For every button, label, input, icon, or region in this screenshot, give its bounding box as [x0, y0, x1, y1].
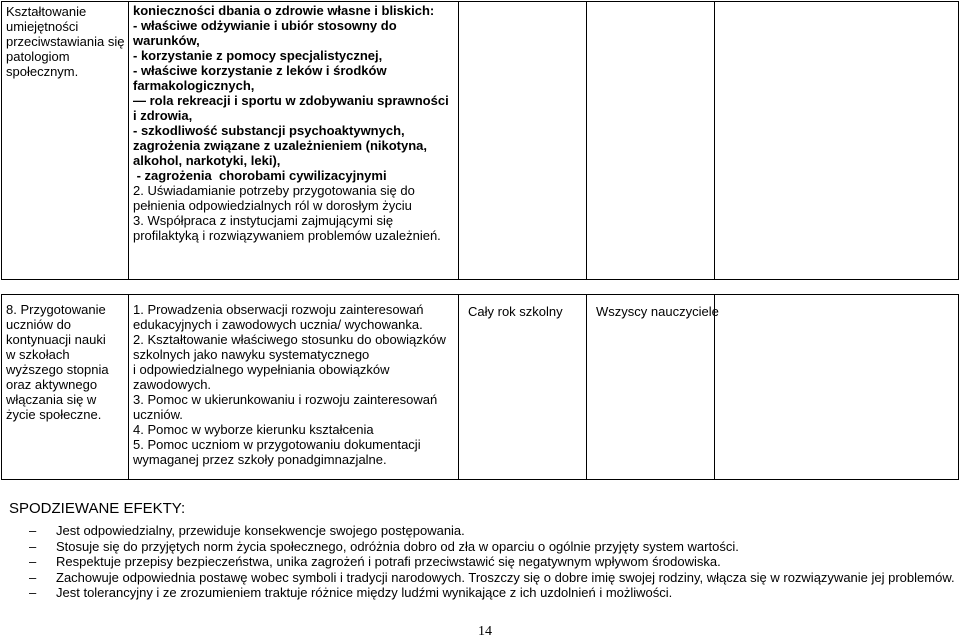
task-bold-line: — rola rekreacji i sportu w zdobywaniu sprawności — [133, 93, 449, 108]
task-bold-line: warunków, — [133, 33, 200, 48]
task-bold-line: konieczności dbania o zdrowie własne i bliskich: — [133, 3, 435, 18]
task-line: 2. Kształtowanie właściwego stosunku do obowiązków — [133, 332, 446, 347]
task-line: i odpowiedzialnego wypełniania obowiązków — [133, 362, 390, 377]
goal-line: wyższego stopnia — [6, 362, 109, 377]
task-line: zawodowych. — [133, 377, 212, 392]
task-line: 4. Pomoc w wyborze kierunku kształcenia — [133, 422, 374, 437]
tasks-cell — [129, 295, 459, 480]
term-text: Cały rok szkolny — [468, 304, 563, 319]
effects-list — [9, 523, 959, 601]
goal-line: w szkołach — [6, 347, 70, 362]
effect-text: Respektuje przepisy bezpieczeństwa, unika zagrożeń i potrafi przeciwstawić się negatywnym wpływom środowiska. — [56, 554, 721, 569]
table-section-8 — [1, 294, 959, 480]
goal-line: umiejętności — [6, 19, 79, 34]
list-item — [9, 539, 959, 555]
responsible-text: Wszyscy nauczyciele — [596, 304, 719, 319]
effect-text: Jest odpowiedzialny, przewiduje konsekwencje swojego postępowania. — [56, 523, 465, 538]
task-bold-line: farmakologicznych, — [133, 78, 255, 93]
goal-line: przeciwstawiania się — [6, 34, 125, 49]
task-bold-line: - właściwe korzystanie z leków i środków — [133, 63, 387, 78]
effect-text: Stosuje się do przyjętych norm życia społecznego, odróżnia dobro od zła w oparciu o ogólnie przyjęty system wartości. — [56, 538, 739, 554]
goal-line: oraz aktywnego — [6, 377, 98, 392]
responsible-cell — [587, 295, 719, 480]
task-bold-line: - szkodliwość substancji psychoaktywnych, — [133, 123, 405, 138]
notes-cell — [715, 2, 959, 280]
goal-line: patologiom — [6, 49, 70, 64]
page-number: 14 — [478, 624, 492, 639]
task-bold-line: i zdrowia, — [133, 108, 193, 123]
list-item — [9, 570, 959, 586]
task-line: uczniów. — [133, 407, 183, 422]
goal-line: włączania się w — [6, 392, 97, 407]
goal-cell — [2, 2, 129, 280]
responsible-cell — [587, 2, 715, 280]
dash-bullet-icon: – — [29, 554, 37, 569]
expected-effects — [9, 500, 959, 601]
task-line: 1. Prowadzenia obserwacji rozwoju zainteresowań — [133, 302, 424, 317]
list-item — [9, 585, 959, 601]
task-line: edukacyjnych i zawodowych ucznia/ wychowanka. — [133, 317, 423, 332]
task-line: 2. Uświadamianie potrzeby przygotowania się do — [133, 183, 415, 198]
effect-text: Zachowuje odpowiednia postawę wobec symboli i tradycji narodowych. Troszczy się o dobre imię swojej rodziny, włącza się w rozwiązywanie jej problemów. — [56, 569, 955, 585]
task-bold-line: alkohol, narkotyki, leki), — [133, 153, 281, 168]
task-line: 3. Pomoc w ukierunkowaniu i rozwoju zainteresowań — [133, 392, 438, 407]
table-continued — [1, 1, 959, 280]
effects-title: SPODZIEWANE EFEKTY: — [9, 500, 186, 517]
goal-line: uczniów do — [6, 317, 72, 332]
goal-cell — [2, 295, 129, 480]
dash-bullet-icon: – — [29, 569, 37, 585]
dash-bullet-icon: – — [29, 523, 37, 538]
list-item — [9, 554, 959, 570]
task-bold-line: - właściwe odżywianie i ubiór stosowny do — [133, 18, 397, 33]
task-line: 5. Pomoc uczniom w przygotowaniu dokumentacji — [133, 437, 421, 452]
goal-line: kontynuacji nauki — [6, 332, 106, 347]
tasks-cell — [129, 2, 459, 280]
task-line: szkolnych jako nawyku systematycznego — [133, 347, 370, 362]
dash-bullet-icon: – — [29, 585, 37, 600]
goal-line: życie społeczne. — [6, 407, 102, 422]
term-cell — [459, 2, 587, 280]
task-line: wymaganej przez szkoły ponadgimnazjalne. — [133, 452, 387, 467]
task-line: profilaktyką i rozwiązywaniem problemów uzależnień. — [133, 228, 441, 243]
notes-cell — [715, 295, 959, 480]
task-line: pełnienia odpowiedzialnych ról w dorosłym życiu — [133, 198, 412, 213]
term-cell — [459, 295, 587, 480]
table-row — [2, 295, 959, 480]
goal-line: 8. Przygotowanie — [6, 302, 106, 317]
table-row — [2, 2, 959, 280]
task-bold-line: - zagrożenia chorobami cywilizacyjnymi — [133, 168, 387, 183]
list-item — [9, 523, 959, 539]
goal-line: Kształtowanie — [6, 4, 87, 19]
goal-line: społecznym. — [6, 64, 79, 79]
task-bold-line: zagrożenia związane z uzależnieniem (nikotyna, — [133, 138, 428, 153]
dash-bullet-icon: – — [29, 538, 37, 554]
task-bold-line: - korzystanie z pomocy specjalistycznej, — [133, 48, 383, 63]
effect-text: Jest tolerancyjny i ze zrozumieniem traktuje różnice między ludźmi wynikające z ich uzdolnień i możliwości. — [56, 585, 673, 600]
task-line: 3. Współpraca z instytucjami zajmującymi się — [133, 213, 394, 228]
